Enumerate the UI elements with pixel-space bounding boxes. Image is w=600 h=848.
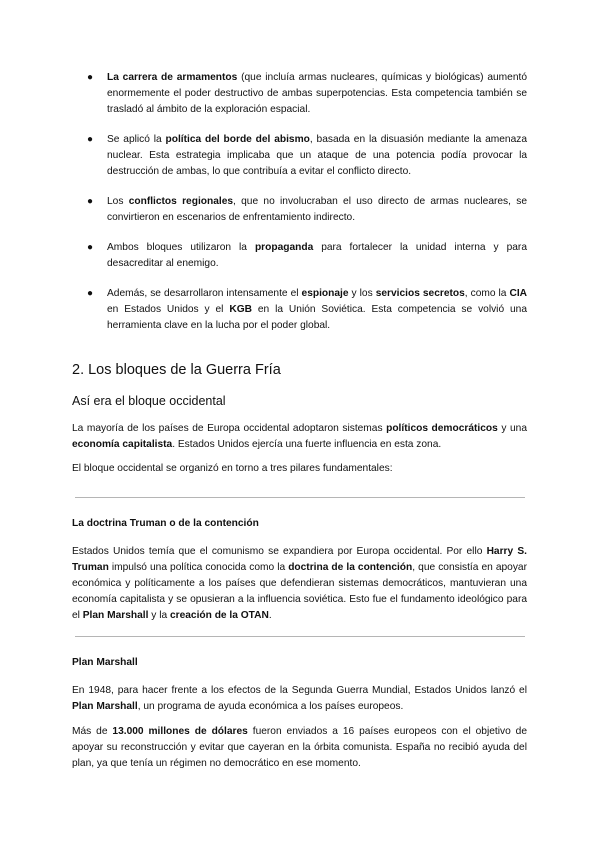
bold-text: Plan Marshall [72, 701, 138, 712]
bold-text: espionaje [301, 288, 349, 299]
bold-text: creación de la OTAN [169, 610, 269, 621]
bold-text: doctrina de la contención [288, 562, 413, 573]
marshall-heading: Plan Marshall [72, 657, 138, 668]
list-item-text: Además, se desarrollaron intensamente el espionaje y los servicios secretos, como la CIA en Estados Unidos y el KGB en la Unión Soviética. Esta competencia se volvió una herramienta clave en la lucha por el poder global. [107, 288, 528, 331]
divider [75, 636, 525, 637]
bold-text: propaganda [254, 242, 314, 253]
divider [75, 497, 525, 498]
bullet-list [87, 70, 527, 348]
list-item [87, 70, 527, 118]
list-item [87, 240, 527, 272]
bullet-icon: ● [87, 196, 94, 207]
bold-text: 13.000 millones de dólares [112, 726, 248, 737]
bullet-icon: ● [87, 72, 94, 83]
bold-text: políticos democráticos [386, 423, 498, 434]
bullet-icon: ● [87, 242, 94, 253]
bold-text: conflictos regionales [128, 196, 234, 207]
marshall-paragraph-1: En 1948, para hacer frente a los efectos de la Segunda Guerra Mundial, Estados Unidos lanzó el Plan Marshall, un programa de ayuda económica a los países europeos. [72, 685, 527, 712]
bold-text: Plan Marshall [82, 610, 149, 621]
section-title: 2. Los bloques de la Guerra Fría [72, 362, 281, 378]
list-item [87, 132, 527, 180]
bullet-icon: ● [87, 288, 94, 299]
bold-text: CIA [509, 288, 528, 299]
intro-paragraph: La mayoría de los países de Europa occidental adoptaron sistemas políticos democráticos y una economía capitalista. Estados Unidos ejercía una fuerte influencia en esta zona. [72, 423, 527, 450]
bold-text: La carrera de armamentos [107, 72, 238, 83]
marshall-paragraph-2: Más de 13.000 millones de dólares fueron enviados a 16 países europeos con el objetivo de apoyar su reconstrucción y evitar que cayeran en la órbita comunista. España no recibió ayuda del plan, ya que tenía un régimen no democrático en ese momento. [72, 726, 527, 769]
bold-text: servicios secretos [375, 288, 465, 299]
bold-text: Harry S. Truman [72, 546, 527, 573]
bullet-icon: ● [87, 134, 94, 145]
list-item [87, 286, 527, 334]
truman-heading: La doctrina Truman o de la contención [72, 518, 259, 529]
list-item-text: La carrera de armamentos (que incluía armas nucleares, químicas y biológicas) aumentó enormemente el poder destructivo de ambas superpotencias. Esta competencia también se trasladó al ámbito de la exploración espacial. [107, 72, 527, 115]
truman-paragraph: Estados Unidos temía que el comunismo se expandiera por Europa occidental. Por ello Harry S. Truman impulsó una política conocida como la doctrina de la contención, que consistía en apoyar económica y políticamente a los países que defendieran sistemas democráticos, mantuvieran una economía capitalista y se opusieran a la influencia soviética. Esto fue el fundamento ideológico para el Plan Marshall y la creación de la OTAN. [72, 546, 527, 621]
list-item-text: Ambos bloques utilizaron la propaganda para fortalecer la unidad interna y para desacreditar al enemigo. [107, 242, 527, 269]
bold-text: política del borde del abismo [165, 134, 310, 145]
list-item [87, 194, 527, 226]
bold-text: economía capitalista [72, 439, 173, 450]
list-item-text: Se aplicó la política del borde del abismo, basada en la disuasión mediante la amenaza nuclear. Esta estrategia implicaba que un ataque de una potencia podía provocar la destrucción de ambas, lo que contribuía a evitar el conflicto directo. [107, 134, 528, 177]
subsection-title: Así era el bloque occidental [72, 394, 226, 408]
pillars-paragraph: El bloque occidental se organizó en torno a tres pilares fundamentales: [72, 463, 393, 474]
list-item-text: Los conflictos regionales, que no involucraban el uso directo de armas nucleares, se convirtieron en escenarios de enfrentamiento indirecto. [107, 196, 527, 223]
bold-text: KGB [229, 304, 252, 315]
